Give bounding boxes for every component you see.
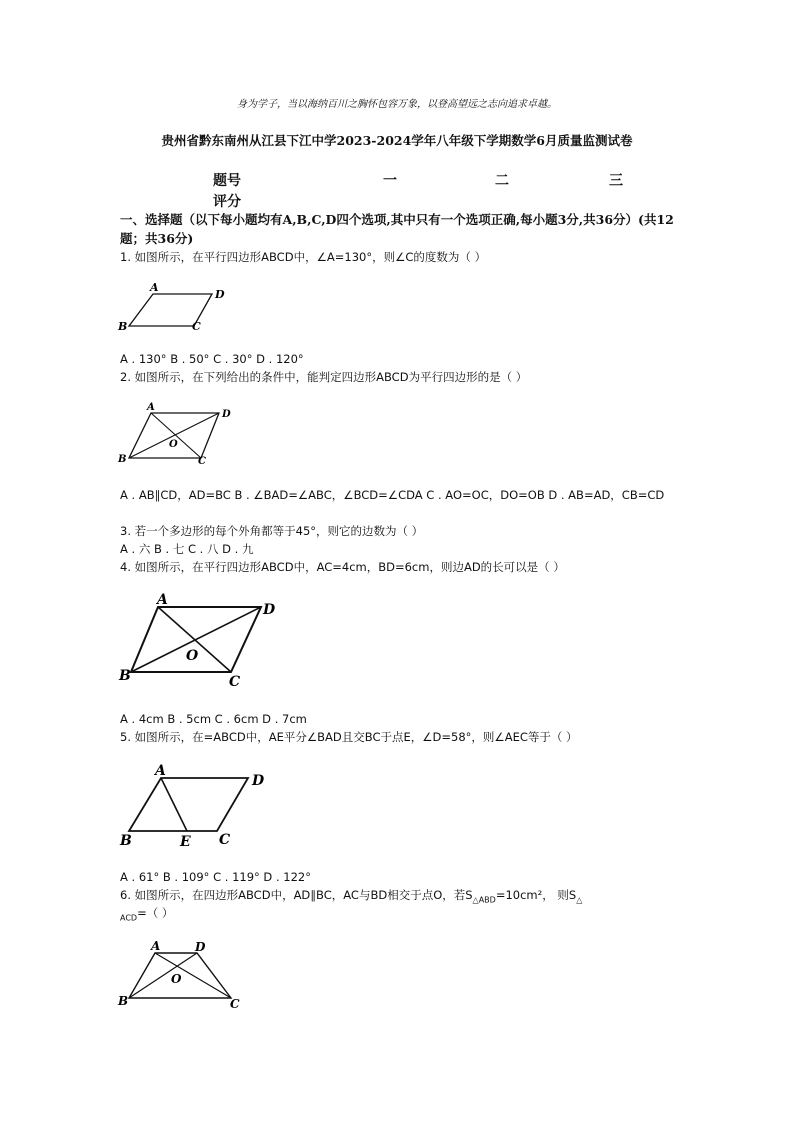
score-table-col-3: 三	[609, 173, 623, 189]
vertex-label-d: D	[195, 940, 206, 954]
diagonal-ac	[155, 953, 231, 998]
vertex-label-c: C	[192, 320, 201, 333]
question-6-sub-acd: ACD	[120, 913, 138, 923]
vertex-label-b: B	[118, 454, 127, 465]
vertex-label-d: D	[222, 409, 231, 420]
question-1-stem: 1. 如图所示，在平行四边形ABCD中，∠A=130°，则∠C的度数为（ ）	[120, 250, 487, 264]
question-2-figure	[115, 400, 240, 470]
vertex-label-d: D	[252, 773, 265, 789]
question-1-options: A . 130° B . 50° C . 30° D . 120°	[120, 352, 304, 366]
diagonal-bd	[129, 953, 197, 998]
vertex-label-a: A	[155, 763, 166, 779]
vertex-label-c: C	[219, 832, 231, 848]
vertex-label-d: D	[215, 288, 225, 301]
question-2-options: A . AB∥CD，AD=BC B . ∠BAD=∠ABC，∠BCD=∠CDA C . AO=OC，DO=OB D . AB=AD，CB=CD	[120, 488, 665, 502]
question-2-stem: 2. 如图所示，在下列给出的条件中，能判定四边形ABCD为平行四边形的是（ ）	[120, 370, 528, 384]
question-5-figure	[115, 760, 275, 855]
question-6-figure	[115, 935, 255, 1015]
diagonal-bd	[129, 413, 219, 458]
question-3-options: A . 六 B . 七 C . 八 D . 九	[120, 542, 254, 556]
question-1-figure	[115, 280, 235, 335]
vertex-label-b: B	[120, 833, 132, 849]
question-4-options: A . 4cm B . 5cm C . 6cm D . 7cm	[120, 712, 307, 726]
score-table-col-2: 二	[495, 173, 509, 189]
vertex-label-c: C	[198, 456, 206, 467]
score-table-row-label: 评分	[213, 194, 241, 210]
vertex-label-e: E	[180, 834, 191, 850]
question-6-stem-rest: =（ ）	[137, 906, 174, 920]
vertex-label-b: B	[119, 668, 131, 684]
section-header: 一、选择题（以下每小题均有A,B,C,D四个选项,其中只有一个选项正确,每小题3分,共36分）(共12题；共36分)	[120, 212, 674, 246]
question-6-sub-abd: △ABD	[472, 895, 496, 905]
bisector-ae	[161, 778, 187, 831]
vertex-label-o: O	[186, 648, 199, 664]
question-4-figure	[115, 590, 285, 690]
vertex-label-a: A	[147, 402, 155, 413]
vertex-label-a: A	[151, 939, 161, 953]
motto: 身为学子，当以海纳百川之胸怀包容万象，以登高望远之志向追求卓越。	[237, 99, 557, 110]
score-table-row-label: 题号	[213, 173, 241, 189]
vertex-label-o: O	[169, 439, 178, 450]
question-5-options: A . 61° B . 109° C . 119° D . 122°	[120, 870, 311, 884]
question-6-stem-line-2	[120, 904, 680, 927]
diagonal-ac	[151, 413, 201, 458]
question-6-sub-triangle: △	[576, 895, 583, 905]
vertex-label-c: C	[229, 674, 241, 690]
vertex-label-c: C	[230, 997, 240, 1011]
question-4-stem: 4. 如图所示，在平行四边形ABCD中，AC=4cm，BD=6cm，则边AD的长可以是（ ）	[120, 560, 565, 574]
vertex-label-o: O	[171, 972, 182, 986]
question-5-stem: 5. 如图所示，在=ABCD中，AE平分∠BAD且交BC于点E，∠D=58°，则∠AEC等于（ ）	[120, 730, 578, 744]
page-title: 贵州省黔东南州从江县下江中学2023-2024学年八年级下学期数学6月质量监测试卷	[161, 133, 633, 148]
vertex-label-a: A	[157, 592, 168, 608]
question-3-stem: 3. 若一个多边形的每个外角都等于45°，则它的边数为（ ）	[120, 524, 424, 538]
question-6-stem-before: 6. 如图所示，在四边形ABCD中，AD∥BC，AC与BD相交于点O，若S	[120, 888, 473, 902]
vertex-label-b: B	[118, 320, 128, 333]
vertex-label-b: B	[118, 994, 129, 1008]
vertex-label-a: A	[150, 281, 159, 294]
vertex-label-d: D	[263, 602, 276, 618]
question-6-stem-mid: =10cm²， 则S	[495, 888, 577, 902]
parallelogram-shape	[129, 778, 248, 831]
score-table-col-1: 一	[383, 173, 397, 189]
